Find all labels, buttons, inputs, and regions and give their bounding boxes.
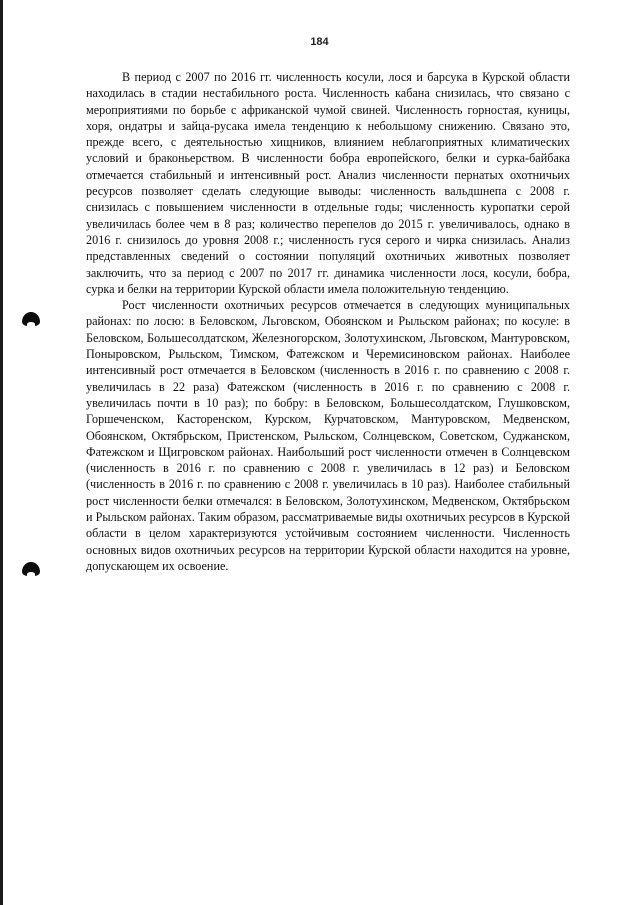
- paragraph-district-growth: Рост численности охотничьих ресурсов отмечается в следующих муниципальных районах: по лосю: в Беловском, Льговском, Обоянском и Рыльском районах; по косуле: в Беловском, Большесолдатском, Железногорском, Золотухинском, Льговском, Мантуровском, Поныровском, Рыльском, Тимском, Фатежском и Черемисиновском районах. Наиболее интенсивный рост отмечается в Беловском (численность в 2016 г. по сравнению с 2008 г. увеличилась в 22 раза) Фатежском (численность в 2016 г. по сравнению с 2008 г. увеличилась почти в 10 раз); по бобру: в Беловском, Большесолдатском, Глушковском, Горшеченском, Касторенском, Курском, Курчатовском, Мантуровском, Медвенском, Обоянском, Октябрьском, Пристенском, Рыльском, Солнцевском, Советском, Суджанском, Фатежском и Щигровском районах. Наибольший рост численности отмечен в Солнцевском (численность в 2016 г. по сравнению с 2008 г. увеличилась в 12 раз) и Беловском (численность в 2016 г. по сравнению с 2008 г. увеличилась в 10 раз). Наиболее стабильный рост численности белки отмечался: в Беловском, Золотухинском, Медвенском, Октябрьском и Рыльском районах. Таким образом, рассматриваемые виды охотничьих ресурсов в Курской области в целом характеризуются устойчивым состоянием численности. Численность основных видов охотничьих ресурсов на территории Курской области находится на уровне, допускающем их освоение.: [86, 298, 570, 573]
- binder-hole-mark-bottom: [22, 562, 40, 576]
- binder-hole-mark-top: [22, 312, 40, 326]
- body-text: [86, 69, 570, 574]
- page-left-edge: [0, 0, 3, 905]
- paragraph-population-dynamics: В период с 2007 по 2016 гг. численность косули, лося и барсука в Курской области находилась в стадии нестабильного роста. Численность кабана снизилась, что связано с мероприятиями по борьбе с африканской чумой свиней. Численность горностая, куницы, хоря, ондатры и зайца-русака имела тенденцию к небольшому снижению. Связано это, прежде всего, с деятельностью хищников, влиянием неблагоприятных климатических условий и браконьерством. В численности бобра европейского, белки и сурка-байбака отмечается стабильный и интенсивный рост. Анализ численности пернатых охотничьих ресурсов позволяет сделать следующие выводы: численность вальдшнепа с 2008 г. снизилась с повышением численности в отдельные годы; численность куропатки серой увеличилась более чем в 8 раз; количество перепелов до 2015 г. увеличивалось, однако в 2016 г. снизилось до уровня 2008 г.; численность гуся серого и чирка снизилась. Анализ представленных сведений о состоянии популяций охотничьих животных позволяет заключить, что за период с 2007 по 2017 гг. динамика численности лося, косули, бобра, сурка и белки на территории Курской области имела положительную тенденцию.: [86, 70, 570, 296]
- page-number: 184: [310, 36, 329, 48]
